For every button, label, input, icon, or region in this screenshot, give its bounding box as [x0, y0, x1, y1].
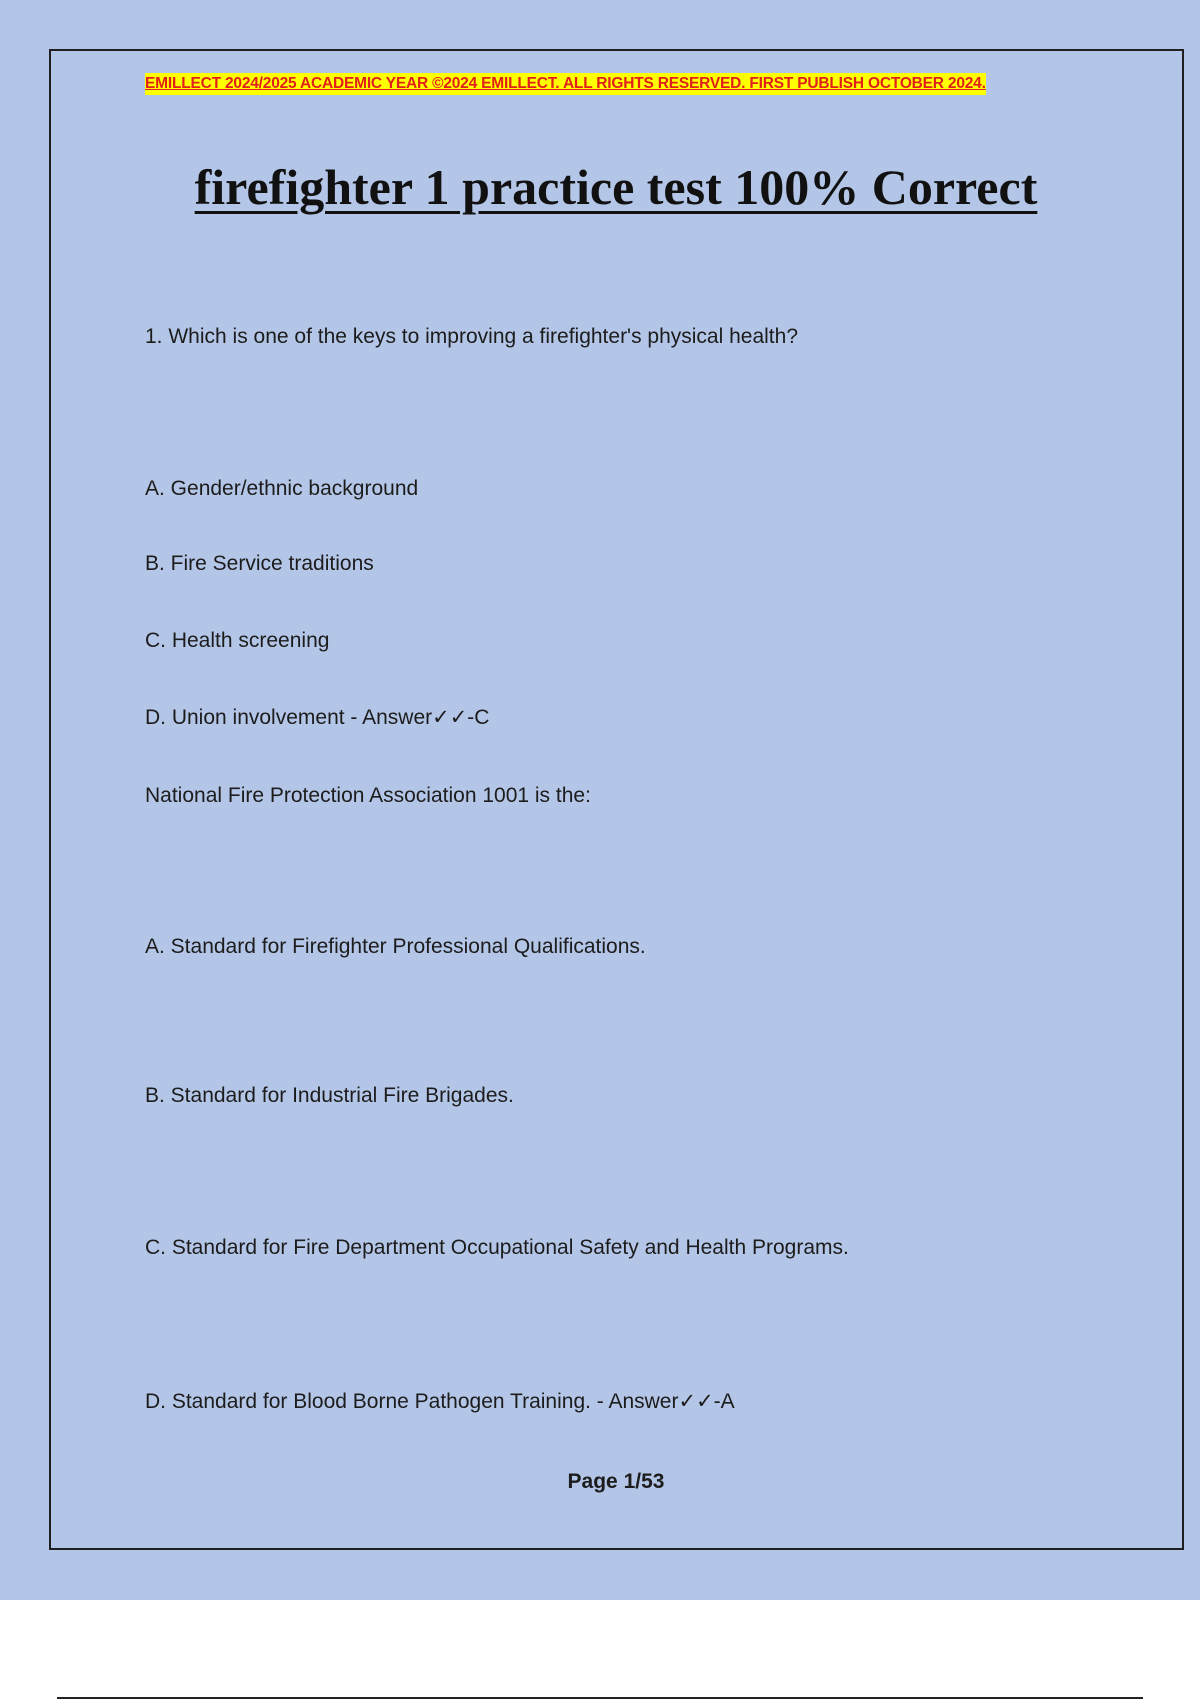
question-2-option-a: A. Standard for Firefighter Professional Qualifications.: [145, 935, 646, 958]
question-2-option-c: C. Standard for Fire Department Occupational Safety and Health Programs.: [145, 1236, 849, 1259]
question-2-prompt: National Fire Protection Association 1001 is the:: [145, 784, 591, 807]
bottom-divider: [57, 1697, 1143, 1699]
question-1-option-c: C. Health screening: [145, 629, 330, 652]
question-2-option-b: B. Standard for Industrial Fire Brigades.: [145, 1084, 514, 1107]
copyright-banner: EMILLECT 2024/2025 ACADEMIC YEAR ©2024 EMILLECT. ALL RIGHTS RESERVED. FIRST PUBLISH OCTOBER 2024.: [145, 73, 986, 95]
question-1-option-a: A. Gender/ethnic background: [145, 477, 419, 500]
question-1-option-d-answer: D. Union involvement - Answer✓✓-C: [145, 706, 490, 729]
question-2-option-d-answer: D. Standard for Blood Borne Pathogen Training. - Answer✓✓-A: [145, 1390, 735, 1413]
page-number: Page 1/53: [567, 1470, 665, 1493]
question-1-prompt: 1. Which is one of the keys to improving a firefighter's physical health?: [145, 325, 798, 348]
document-title: firefighter 1 practice test 100% Correct: [194, 159, 1038, 215]
question-1-option-b: B. Fire Service traditions: [145, 552, 374, 575]
